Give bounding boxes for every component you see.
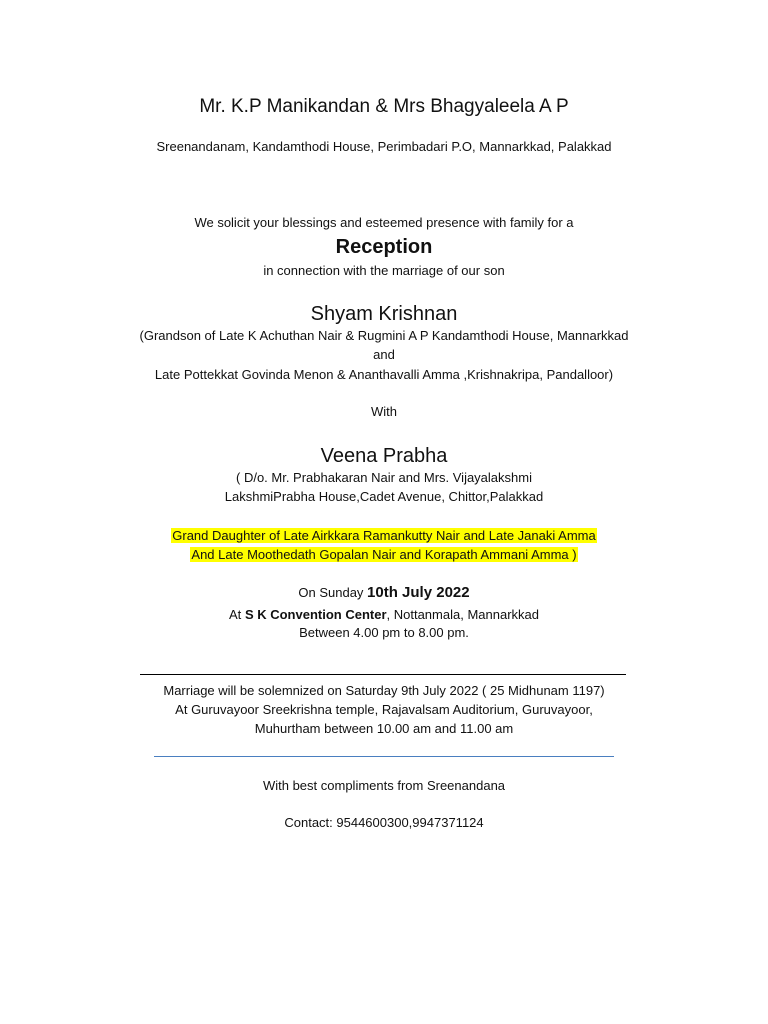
day-prefix: On Sunday [298,585,364,600]
divider-blue [154,756,614,757]
highlighted-text: And Late Moothedath Gopalan Nair and Korapath Ammani Amma ) [191,547,577,562]
event-date [0,584,768,602]
bride-lineage-2 [0,546,768,564]
hosts-title: Mr. K.P Manikandan & Mrs Bhagyaleela A P [199,96,569,117]
invite-line: We solicit your blessings and esteemed presence with family for a [194,215,574,230]
compliments: With best compliments from Sreenandana [262,778,506,793]
bride-lineage-1 [0,527,768,545]
venue-prefix: At [229,607,242,622]
groom-name: Shyam Krishnan [310,303,458,325]
groom-lineage-1: (Grandson of Late K Achuthan Nair & Rugmini A P Kandamthodi House, Mannarkkad [139,328,629,343]
bride-name: Veena Prabha [320,445,448,467]
groom-lineage-2: Late Pottekkat Govinda Menon & Ananthavalli Amma ,Krishnakripa, Pandalloor) [154,367,614,382]
venue-name: S K Convention Center [244,607,387,622]
contact-numbers: Contact: 9544600300,9947371124 [284,815,484,830]
hosts-address: Sreenandanam, Kandamthodi House, Perimbadari P.O, Mannarkkad, Palakkad [156,139,612,154]
venue-suffix: , Nottanmala, Mannarkkad [386,607,539,622]
bride-address: LakshmiPrabha House,Cadet Avenue, Chittor,Palakkad [224,489,544,504]
event-title: Reception [335,236,433,258]
divider-black [140,674,626,675]
date-value: 10th July 2022 [367,584,470,601]
marriage-line-3: Muhurtham between 10.00 am and 11.00 am [254,721,514,736]
marriage-line-1: Marriage will be solemnized on Saturday 9th July 2022 ( 25 Midhunam 1197) [163,683,605,698]
event-subtitle: in connection with the marriage of our son [263,263,505,278]
highlighted-text: Grand Daughter of Late Airkkara Ramankutty Nair and Late Janaki Amma [172,528,596,543]
bride-parents: ( D/o. Mr. Prabhakaran Nair and Mrs. Vijayalakshmi [236,470,532,485]
with-label: With [371,404,397,419]
event-venue [0,606,768,624]
marriage-line-2: At Guruvayoor Sreekrishna temple, Rajavalsam Auditorium, Guruvayoor, [175,702,593,717]
event-time: Between 4.00 pm to 8.00 pm. [299,625,469,640]
groom-lineage-and: and [373,347,395,362]
